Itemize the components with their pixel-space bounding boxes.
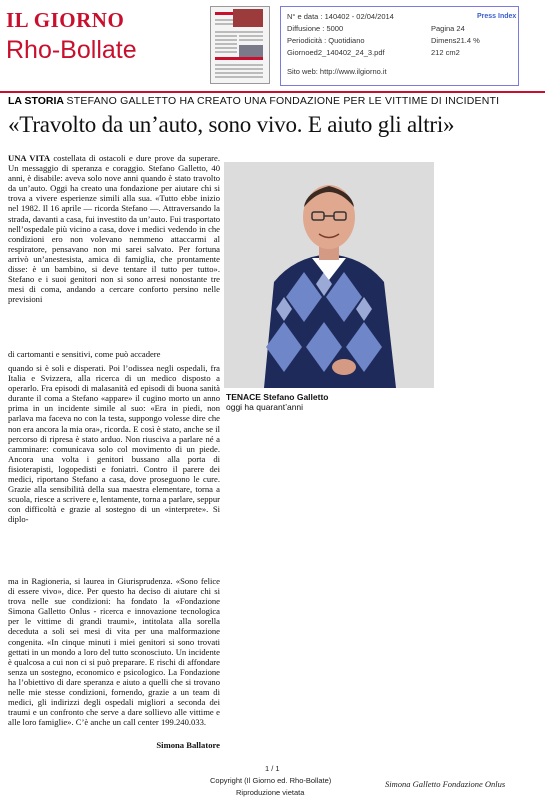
kicker-text: STEFANO GALLETTO HA CREATO UNA FONDAZIONE PER LE VITTIME DI INCIDENTI (66, 95, 500, 107)
header-divider (0, 91, 545, 93)
dimension: Dimens21.4 % (431, 36, 480, 45)
article-column-1 (8, 153, 220, 304)
article-kicker (8, 95, 499, 107)
website: Sito web: http://www.ilgiorno.it (287, 67, 387, 76)
diffusione: Diffusione : 5000 (287, 24, 344, 33)
article-column-3 (8, 576, 220, 727)
article-headline: «Travolto da un’auto, sono vivo. E aiuto gli altri» (8, 112, 455, 137)
portrait-photo (224, 162, 434, 388)
area-cm2: 212 cm2 (431, 48, 460, 57)
date-line: N° e data : 140402 - 02/04/2014 (287, 12, 394, 21)
edition-name: Rho-Bollate (6, 36, 137, 64)
article-column-2 (8, 363, 220, 525)
photo-caption (226, 392, 328, 412)
caption-text: oggi ha quarant’anni (226, 402, 304, 412)
page-count: 1 / 1 (265, 764, 280, 773)
periodicita: Periodicità : Quotidiano (287, 36, 365, 45)
column-1-text: costellata di ostacoli e dure prove da superare. Un messaggio di speranza e coraggio. Stefano Galletto, 40 anni, è disabile: aveva solo nove anni quando è stato travolto da un’auto. Oggi ha creato una fondazione per aiutare chi si trova a vivere esperienze simili alla sua. «Tutto ebbe inizio nel 1982. Il 16 aprile — ricorda Stefano —. Attraversando la strada, davanti a casa, fui investito da un’auto. Fui trasportato nell’ospedale più vicino a casa, dove i medici vedendo in che condizioni ero non volevano nemmeno attaccarmi al respiratore, pensavano non mi sarei salvato. Per fortuna arrivò un’anestesista, amica di famiglia, che prontamente disse: è un bambino, si deve tentare il tutto per tutto». Stefano e i suoi genitori non si sono arresi nonostante tre mesi di coma, andando a cercare conforto persino nelle previsioni (8, 153, 220, 305)
kicker-label: LA STORIA (8, 95, 64, 107)
portrait-illustration (224, 162, 434, 388)
column-3-text: ma in Ragioneria, si laurea in Giurisprudenza. «Sono felice di essere vivo», dice. Per questo ha deciso di aiutare chi si trova nelle sue condizioni: ha fondato la «Fondazione Simona Galletto Onlus - ricerca e innovazione tecnologica per le vittime di grandi traumi», intitolata alla sorella deceduta a soli sei mesi di vita per una malformazione congenita. «In cinque minuti i miei genitori si sono trovati gettati in un mondo a loro del tutto sconosciuto. Un incidente è qualcosa a cui non ci si può preparare. E rischi di affondare senza un sostegno, economico e psicologico. La Fondazione ha l’obiettivo di dare speranza e aiuto a quelli che si trovano nelle mie stesse condizioni, fornendo, grazie a un team di medici, gli indirizzi degli ospedali migliori a seconda dei traumi e un confronto che serve a dare sollievo alle vittime e alle loro famiglie». C’è anche un call center 199.240.033. (8, 576, 220, 728)
footer-right-note: Simona Galletto Fondazione Onlus (385, 779, 506, 789)
copyright: Copyright (Il Giorno ed. Rho-Bollate) (210, 776, 332, 785)
file-name: Giornoed2_140402_24_3.pdf (287, 48, 385, 57)
press-index-logo: Press Index (477, 13, 517, 20)
page-number: Pagina 24 (431, 24, 465, 33)
caption-name: TENACE Stefano Galletto (226, 392, 329, 402)
author-signature: Simona Ballatore (156, 740, 220, 750)
page-thumbnail (210, 6, 270, 84)
lead-word: UNA VITA (8, 153, 51, 163)
riproduzione: Riproduzione vietata (236, 788, 305, 797)
newspaper-logo: IL GIORNO (6, 8, 125, 32)
press-index-infobox (280, 6, 519, 86)
column-2-text: quando si è soli e disperati. Poi l’odissea negli ospedali, fra Italia e Svizzera, alla ricerca di un medico disposto a operarlo. Fra episodi di malasanità ed episodi di buona sanità durante il coma a Stefano «appare» il cugino morto un anno prima in un incidente simile al suo: «Era in piedi, non parlava ma faceva no con la testa, suppongo volesse dire che non era ancora la mia ora», ricorda. E così è stato, anche se il percorso di ripresa è stato arduo. Non riusciva a parlare né a camminare: comunicava solo col movimento di un piede. Ancora una volta i genitori bussano alla porta di fisioterapisti, logopedisti e foniatri. Contro il parere dei medici, riportano Stefano a casa, dove proseguono le cure. Grazie alla sensibilità della sua maestra elementare, torna a scuola, riesce a scrivere e, lentamente, torna a parlare, seppur con difficoltà e grazie al sostegno di un «interprete». Si diplo- (8, 363, 220, 525)
article-column-1-continued (8, 349, 220, 359)
column-1-cont-text: di cartomanti e sensitivi, come può accadere (8, 349, 161, 359)
